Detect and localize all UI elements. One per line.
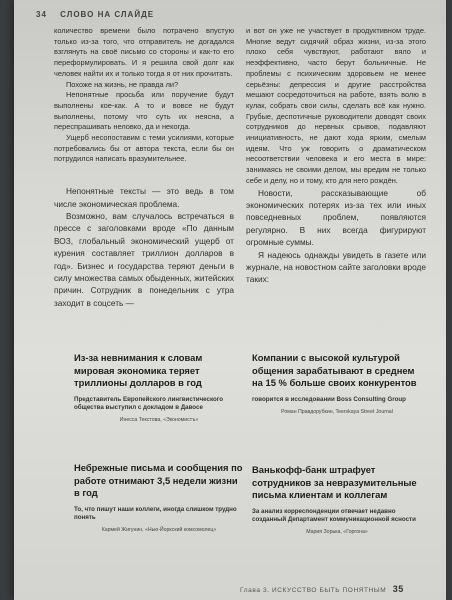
page-number-top: 34	[36, 10, 47, 19]
section-title: СЛОВО НА СЛАЙДЕ	[60, 10, 155, 19]
paragraph: Возможно, вам случалось встречаться в прессе с заголовками вроде «По данным ВОЗ, глобальный экономический ущерб от курения составляет триллион долларов в год». Бизнес и государства теряют деньги в силу множества самых обыденных, житейских причин. Сотрудник в понедельник с утра заходит в соцсеть —	[54, 210, 234, 308]
headline-subtitle: То, что пишут наши коллеги, иногда слишком трудно понять	[74, 505, 237, 521]
book-page	[14, 0, 446, 600]
running-header	[36, 10, 154, 19]
paragraph: Непонятные просьба или поручение будут выполнены кое-как. А то и вовсе не будут выполнены, потому что суть их неясна, а переспрашивать неловко, да и некогда.	[54, 90, 234, 132]
paragraph: количество времени было потрачено впустую только из-за того, что отправитель не догадался взглянуть на своё письмо со стороны и как-то его переформулировать. И я решила свой долг как человек найти их и только тогда я от них прочитать.	[54, 26, 234, 78]
headline-title: Небрежные письма и сообщения по работе отнимают 3,5 недели жизни в год	[74, 462, 243, 498]
headline-author: Мария Зорька, «Горгона»	[306, 528, 368, 535]
headline-subtitle: говорится в исследовании Boss Consulting Group	[252, 395, 406, 403]
paragraph: Ущерб несопоставим с теми усилиями, которые потребовались бы от автора текста, если бы он потрудился написать вразумительнее.	[54, 133, 234, 164]
headline-examples	[54, 350, 434, 590]
paragraph: Похоже на жизнь, не правда ли?	[66, 79, 179, 89]
headline-author: Кармей Жигунин, «Нью-Йоркский комсомолец»	[101, 526, 217, 533]
paragraph: Непонятные тексты — это ведь в том числе экономическая проблема.	[54, 186, 234, 209]
headline-title: Компании с высокой культурой общения зарабатывают в среднем на 15 % больше своих конкурентов	[252, 352, 417, 388]
page-number-bottom: 35	[392, 584, 404, 594]
paragraph: Новости, рассказывающие об экономических потерях из-за тех или иных повседневных проблем, появляются регулярно. В них всегда фигурируют огромные суммы.	[246, 187, 426, 248]
headline-author: Инесса Текстова, «Экономистъ»	[119, 416, 199, 423]
headline-subtitle: Представитель Европейского лингвистического общества выступил с докладом в Давосе	[74, 395, 224, 411]
running-footer	[240, 584, 404, 594]
headline-card	[74, 462, 244, 534]
headline-card	[74, 352, 244, 424]
chapter-title: Глава 3. ИСКУССТВО БЫТЬ ПОНЯТНЫМ	[240, 587, 387, 594]
headline-card	[252, 464, 422, 536]
left-column	[54, 26, 234, 309]
paragraph: и вот он уже не участвует в продуктивном труде. Многие ведут сидячий образ жизни, из-за этого плохо себя чувствуют, работают вяло и неэффективно, часто берут больничные. Не проблемы с психическим здоровьем не менее серьёзны: депрессия и другие расстройства мешают сосредоточиться на работе, взять волю в кулак, собрать свои силы, сделать всё как нужно. Грубые, деспотичные руководители доводят своих сотрудников до нервных срывов, подавляют инициативность, не дают хода ярким, смелым идеям. Что уж говорить о драматическом несоответствии человека и его места в мире: занимаясь не своими делом, мы вредим не только себе и делу, но и тому, кто для него рождён.	[246, 26, 426, 185]
headline-title: Ванькофф-банк штрафует сотрудников за невразумительные письма клиентам и коллегам	[252, 464, 417, 500]
headline-subtitle: За анализ корреспонденции отвечает недавно созданный Департамент коммуникационной ясности	[252, 507, 416, 523]
right-column	[246, 26, 426, 286]
headline-card	[252, 352, 422, 416]
headline-title: Из-за невнимания к словам мировая экономика теряет триллионы долларов в год	[74, 352, 203, 388]
headline-author: Роман Правдорубкин, Teerskaya Street Journal	[281, 408, 393, 415]
paragraph: Я надеюсь однажды увидеть в газете или журнале, на новостном сайте заголовки вроде таких:	[246, 249, 426, 285]
